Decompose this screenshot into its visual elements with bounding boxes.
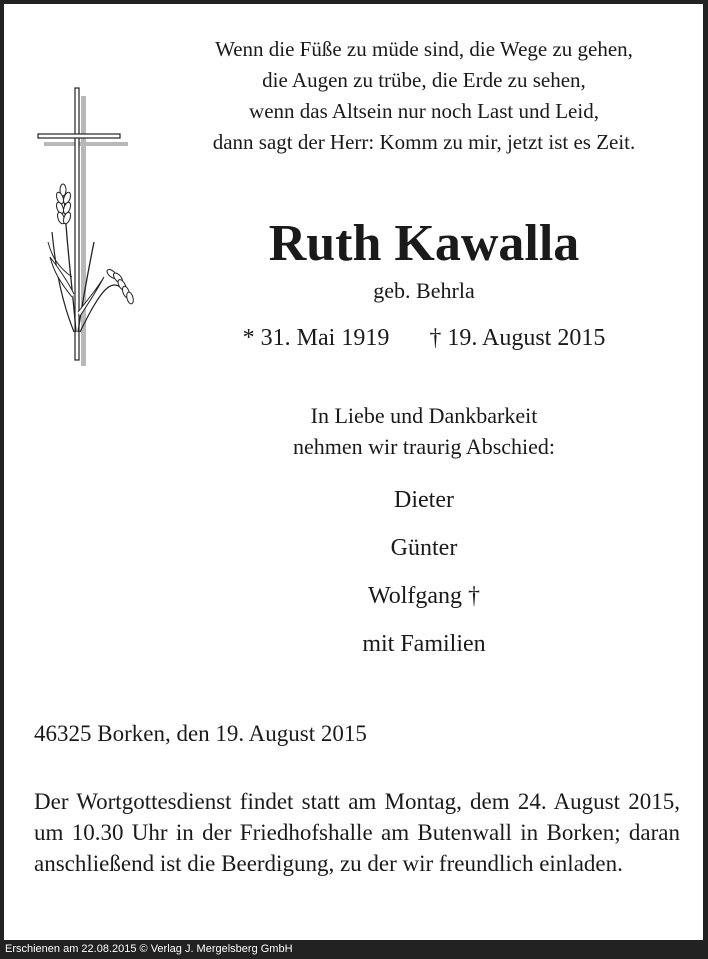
service-announcement: Der Wortgottesdienst findet statt am Montag, dem 24. August 2015, um 10.30 Uhr in der Friedhofshalle am Butenwall in Borken; daran anschließend ist die Beerdigung, zu der wir freundlich einladen. [34, 789, 680, 876]
place-date: 46325 Borken, den 19. August 2015 [34, 721, 367, 746]
poem-line: die Augen zu trübe, die Erde zu sehen, [262, 68, 586, 92]
farewell-line: In Liebe und Dankbarkeit [310, 403, 538, 428]
mourner-name: mit Familien [362, 631, 486, 657]
poem-line: Wenn die Füße zu müde sind, die Wege zu gehen, [215, 37, 633, 61]
farewell-text [154, 400, 694, 462]
deceased-name: Ruth Kawalla [268, 215, 580, 272]
mourners-list [154, 476, 694, 668]
maiden-name: geb. Behrla [373, 278, 475, 303]
birth-date: * 31. Mai 1919 [242, 325, 390, 351]
farewell-line: nehmen wir traurig Abschied: [292, 434, 556, 459]
poem [154, 34, 694, 158]
poem-line: dann sagt der Herr: Komm zu mir, jetzt ist es Zeit. [212, 130, 636, 154]
life-dates [154, 322, 694, 354]
publication-footer: Erschienen am 22.08.2015 © Verlag J. Mergelsberg GmbH [5, 943, 293, 955]
obituary-notice [4, 4, 703, 940]
death-date: † 19. August 2015 [429, 325, 606, 351]
mourner-name: Günter [390, 535, 458, 561]
mourner-name: Wolfgang † [367, 583, 481, 609]
cross-with-wheat-icon [32, 82, 152, 372]
poem-line: wenn das Altsein nur noch Last und Leid, [249, 99, 599, 123]
mourner-name: Dieter [394, 487, 454, 513]
